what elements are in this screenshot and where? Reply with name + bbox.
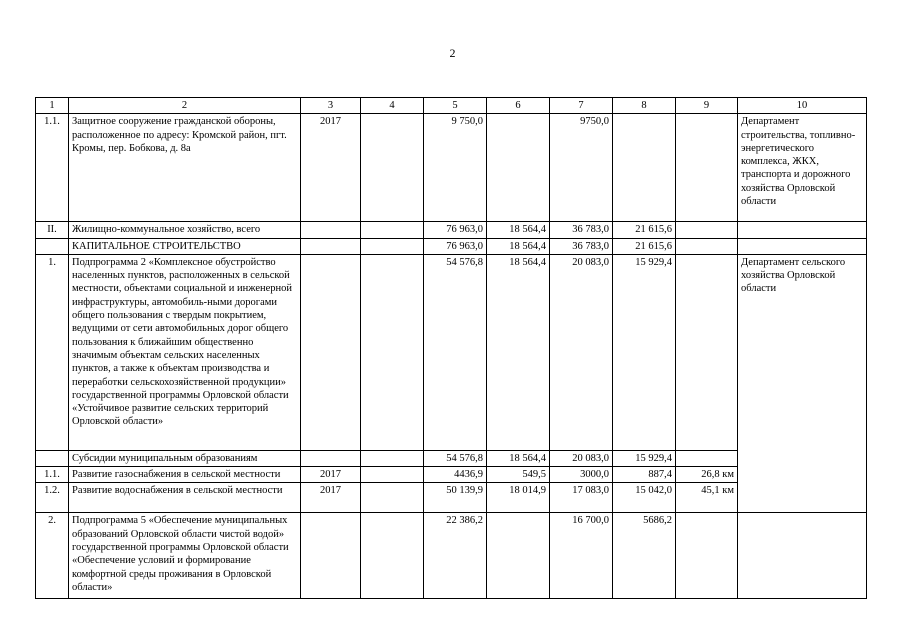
row-col9 — [676, 222, 738, 238]
row-col5: 54 576,8 — [424, 254, 487, 450]
table-row — [36, 222, 867, 238]
row-number — [36, 450, 69, 466]
row-col8: 21 615,6 — [613, 222, 676, 238]
table-row — [36, 513, 867, 599]
row-col7: 3000,0 — [550, 467, 613, 483]
row-col5: 54 576,8 — [424, 450, 487, 466]
row-col4 — [361, 114, 424, 222]
col-header: 8 — [613, 98, 676, 114]
row-year: 2017 — [301, 483, 361, 513]
row-number: 1.1. — [36, 114, 69, 222]
row-col6: 549,5 — [487, 467, 550, 483]
row-name: Субсидии муниципальным образованиям — [69, 450, 301, 466]
row-year: 2017 — [301, 114, 361, 222]
row-col9 — [676, 513, 738, 599]
row-col8: 887,4 — [613, 467, 676, 483]
row-col5: 50 139,9 — [424, 483, 487, 513]
row-col7: 36 783,0 — [550, 222, 613, 238]
row-name: Подпрограмма 5 «Обеспечение муниципальных образований Орловской области чистой водой» государственной программы Орловской области «Обеспечение условий и формирование комфортной среды проживания в Орловской области» — [69, 513, 301, 599]
row-col4 — [361, 483, 424, 513]
row-col5: 22 386,2 — [424, 513, 487, 599]
row-col4 — [361, 238, 424, 254]
col-header: 5 — [424, 98, 487, 114]
row-name: Развитие водоснабжения в сельской местности — [69, 483, 301, 513]
table-row — [36, 114, 867, 222]
row-col6: 18 564,4 — [487, 450, 550, 466]
row-department: Департамент строительства, топливно-энергетического комплекса, ЖКХ, транспорта и дорожного хозяйства Орловской области — [738, 114, 867, 222]
row-col8: 5686,2 — [613, 513, 676, 599]
col-header: 6 — [487, 98, 550, 114]
row-col7: 36 783,0 — [550, 238, 613, 254]
row-col7: 20 083,0 — [550, 254, 613, 450]
row-name: Подпрограмма 2 «Комплексное обустройство населенных пунктов, расположенных в сельской местности, объектами социальной и инженерной инфраструктуры, автомобиль-ными дорогами общего пользования с твердым покрытием, ведущими от сети автомобильных дорог общего пользования к ближайшим общественно значимым объектам сельских населенных пунктов, а также к объектам производства и переработки сельскохозяйственной продукции» государственной программы Орловской области «Устойчивое развитие сельских территорий Орловской области» — [69, 254, 301, 450]
row-year — [301, 450, 361, 466]
row-col6 — [487, 513, 550, 599]
row-name: Жилищно-коммунальное хозяйство, всего — [69, 222, 301, 238]
row-col9: 45,1 км — [676, 483, 738, 513]
table-row — [36, 238, 867, 254]
row-name: Защитное сооружение гражданской обороны, расположенное по адресу: Кромской район, пгт. Кромы, пер. Бобкова, д. 8а — [69, 114, 301, 222]
row-col9 — [676, 238, 738, 254]
row-number: 1.1. — [36, 467, 69, 483]
row-name: КАПИТАЛЬНОЕ СТРОИТЕЛЬСТВО — [69, 238, 301, 254]
budget-table — [35, 97, 867, 599]
col-header: 1 — [36, 98, 69, 114]
row-col4 — [361, 467, 424, 483]
row-col7: 9750,0 — [550, 114, 613, 222]
row-year — [301, 238, 361, 254]
col-header: 4 — [361, 98, 424, 114]
row-col5: 76 963,0 — [424, 238, 487, 254]
row-col8: 15 929,4 — [613, 254, 676, 450]
row-col8: 15 929,4 — [613, 450, 676, 466]
table-row — [36, 254, 867, 450]
row-col5: 76 963,0 — [424, 222, 487, 238]
row-year — [301, 222, 361, 238]
row-department: Департамент сельского хозяйства Орловской области — [738, 254, 867, 513]
row-department — [738, 238, 867, 254]
row-number: 1.2. — [36, 483, 69, 513]
row-col4 — [361, 222, 424, 238]
row-col6: 18 014,9 — [487, 483, 550, 513]
row-col6: 18 564,4 — [487, 238, 550, 254]
row-number: 2. — [36, 513, 69, 599]
row-col5: 4436,9 — [424, 467, 487, 483]
row-col9 — [676, 254, 738, 450]
col-header: 9 — [676, 98, 738, 114]
row-year: 2017 — [301, 467, 361, 483]
row-col9: 26,8 км — [676, 467, 738, 483]
row-col6: 18 564,4 — [487, 254, 550, 450]
row-number — [36, 238, 69, 254]
row-name: Развитие газоснабжения в сельской местности — [69, 467, 301, 483]
row-col9 — [676, 450, 738, 466]
col-header: 7 — [550, 98, 613, 114]
row-department — [738, 513, 867, 599]
row-number: II. — [36, 222, 69, 238]
row-col8: 15 042,0 — [613, 483, 676, 513]
row-col8 — [613, 114, 676, 222]
row-col9 — [676, 114, 738, 222]
row-col4 — [361, 450, 424, 466]
col-header: 3 — [301, 98, 361, 114]
row-col7: 16 700,0 — [550, 513, 613, 599]
row-col5: 9 750,0 — [424, 114, 487, 222]
row-col6: 18 564,4 — [487, 222, 550, 238]
row-col7: 17 083,0 — [550, 483, 613, 513]
row-col4 — [361, 513, 424, 599]
col-header: 2 — [69, 98, 301, 114]
row-number: 1. — [36, 254, 69, 450]
header-row — [36, 98, 867, 114]
row-col7: 20 083,0 — [550, 450, 613, 466]
page-number: 2 — [449, 46, 456, 60]
row-year — [301, 254, 361, 450]
row-col8: 21 615,6 — [613, 238, 676, 254]
row-col4 — [361, 254, 424, 450]
row-col6 — [487, 114, 550, 222]
row-year — [301, 513, 361, 599]
col-header: 10 — [738, 98, 867, 114]
row-department — [738, 222, 867, 238]
